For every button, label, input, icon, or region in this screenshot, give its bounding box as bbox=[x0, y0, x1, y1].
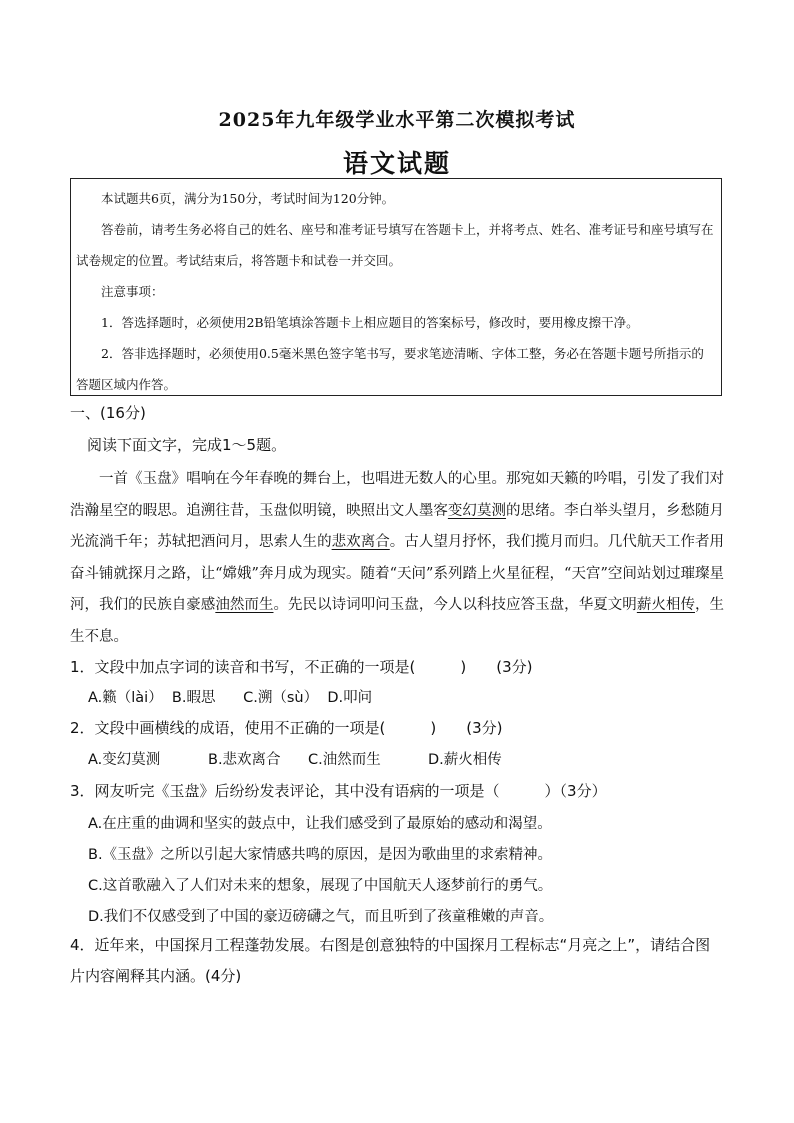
idiom-underlined-2: 悲欢离合 bbox=[331, 534, 390, 550]
section-heading: 一、(16分) bbox=[70, 404, 146, 422]
notice-line-rule1: 1．答选择题时，必须使用2B铅笔填涂答题卡上相应题目的答案标号，修改时，要用橡皮擦干净。 bbox=[101, 315, 639, 330]
question-2-options bbox=[88, 748, 502, 769]
q3-option-d: D.我们不仅感受到了中国的豪迈磅礴之气，而且听到了孩童稚嫩的声音。 bbox=[88, 909, 554, 925]
notice-line-rule2: 2．答非选择题时，必须使用0.5毫米黑色签字笔书写，要求笔迹清晰、字体工整，务必在答题卡题号所指示的答题区域内作答。 bbox=[76, 346, 704, 392]
idiom-underlined-1: 变幻莫测 bbox=[447, 502, 507, 519]
idiom-underlined-3: 油然而生 bbox=[215, 597, 274, 613]
passage-text: 。先民以诗词叩问玉盘，今人以科技应答玉盘，华夏文明 bbox=[273, 597, 637, 613]
passage-text: 的思绪。李白举头望月，乡愁随月光流淌千年；苏轼把酒问月，思索人生的 bbox=[70, 502, 725, 550]
q3-option-b: B.《玉盘》之所以引起大家情感共鸣的原因，是因为歌曲里的求索精神。 bbox=[88, 847, 553, 863]
q3-option-c: C.这首歌融入了人们对未来的想象，展现了中国航天人逐梦前行的勇气。 bbox=[88, 878, 553, 894]
q2-option-d: D.薪火相传 bbox=[428, 752, 502, 768]
question-2: 2．文段中画横线的成语，使用不正确的一项是( ) (3分) bbox=[70, 719, 503, 737]
q2-option-c: C.油然而生 bbox=[308, 752, 381, 768]
question-3: 3．网友听完《玉盘》后纷纷发表评论，其中没有语病的一项是（ ）（3分） bbox=[70, 782, 607, 800]
question-1-options: A.籁（lài） B.暇思 C.溯（sù） D.叩问 bbox=[88, 690, 373, 706]
reading-passage bbox=[70, 464, 724, 653]
passage-text: ，生生不息。 bbox=[70, 597, 725, 645]
notice-box bbox=[70, 178, 722, 396]
question-1: 1．文段中加点字词的读音和书写，不正确的一项是( ) (3分) bbox=[70, 658, 533, 676]
question-4: 4．近年来，中国探月工程蓬勃发展。右图是创意独特的中国探月工程标志“月亮之上”，请结合图片内容阐释其内涵。(4分) bbox=[70, 936, 711, 985]
passage-text: 一首《玉盘》唱响在今年春晚的舞台上，也唱进无数人的心里。那宛如天籁的吟唱，引发了我们对浩瀚星空的暇思。追溯往昔，玉盘似明镜，映照出文人墨客 bbox=[70, 471, 724, 519]
notice-line-attention: 注意事项： bbox=[101, 284, 164, 299]
passage-paragraph bbox=[70, 464, 724, 653]
q2-option-a: A.变幻莫测 bbox=[88, 752, 161, 768]
exam-subtitle: 语文试题 bbox=[342, 149, 451, 178]
passage-text: 。古人望月抒怀，我们揽月而归。几代航天工作者用奋斗铺就探月之路，让“嫦娥”奔月成为现实。随着“天问”系列踏上火星征程，“天宫”空间站划过璀璨星河，我们的民族自豪感 bbox=[70, 534, 725, 613]
q3-option-a: A.在庄重的曲调和坚实的鼓点中，让我们感受到了最原始的感动和渴望。 bbox=[88, 816, 552, 832]
idiom-underlined-4: 薪火相传 bbox=[636, 597, 695, 613]
notice-line-score: 本试题共6页，满分为150分，考试时间为120分钟。 bbox=[101, 191, 395, 206]
section-instruction: 阅读下面文字，完成1～5题。 bbox=[87, 436, 287, 454]
exam-title: 2025年九年级学业水平第二次模拟考试 bbox=[218, 109, 576, 131]
notice-line-answer: 答卷前，请考生务必将自己的姓名、座号和准考证号填写在答题卡上，并将考点、姓名、准考证号和座号填写在试卷规定的位置。考试结束后，将答题卡和试卷一并交回。 bbox=[76, 222, 714, 268]
q2-option-b: B.悲欢离合 bbox=[208, 752, 281, 768]
